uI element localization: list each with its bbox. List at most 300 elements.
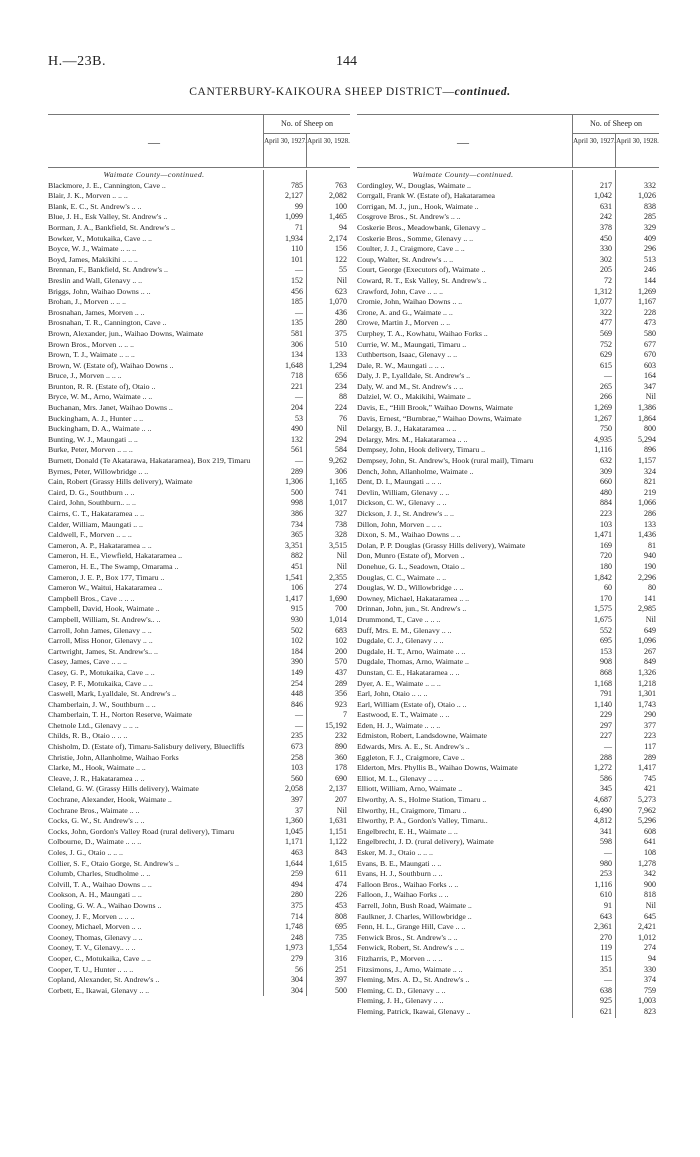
owner-name: Colbourne, D., Waimate .. .. .. [48, 837, 142, 847]
sheep-1928: 289 [335, 678, 347, 688]
owner-name: Falloon Bros., Waihao Forks .. .. [357, 879, 459, 889]
sheep-1928: 296 [644, 244, 656, 254]
table-row [357, 657, 659, 668]
owner-name: Briggs, John, Waihao Downs .. .. [48, 286, 151, 296]
sheep-1928: 122 [335, 254, 347, 264]
table-row [357, 498, 659, 509]
table-row [357, 880, 659, 891]
owner-name: Bunting, W. J., Maungati .. .. [48, 434, 138, 444]
owner-name: Chetnole Ltd., Glenavy .. .. .. [48, 720, 139, 730]
table-row [48, 308, 350, 319]
sheep-1928: 3,515 [329, 540, 347, 550]
sheep-1928: 584 [335, 445, 347, 455]
table-row [48, 626, 350, 637]
sheep-1928: 683 [335, 625, 347, 635]
sheep-1928: 200 [335, 646, 347, 656]
sheep-1928: 437 [335, 667, 347, 677]
owner-name: Colvill, T. A., Waihao Downs .. .. [48, 879, 152, 889]
sheep-1927: 217 [600, 180, 612, 190]
table-row [357, 615, 659, 626]
table-row [48, 382, 350, 393]
sheep-1928: 690 [335, 773, 347, 783]
title-main: CANTERBURY-KAIKOURA SHEEP DISTRICT— [189, 86, 455, 98]
owner-name: Currie, W. M., Maungati, Timaru .. [357, 339, 467, 349]
table-row [357, 996, 659, 1007]
sheep-1928: 223 [644, 731, 656, 741]
sheep-1927: 1,099 [285, 212, 303, 222]
sheep-1928: 849 [644, 657, 656, 667]
sheep-1927: 254 [291, 678, 303, 688]
table-row [48, 583, 350, 594]
table-row [48, 784, 350, 795]
sheep-1927: 2,127 [285, 191, 303, 201]
table-row [48, 318, 350, 329]
table-row [48, 890, 350, 901]
owner-name: Coward, R. T., Esk Valley, St. Andrew's .. [357, 275, 487, 285]
table-row [48, 509, 350, 520]
sheep-1928: 81 [648, 540, 656, 550]
owner-name: Fleming, Patrick, Ikawai, Glenavy .. [357, 1006, 471, 1016]
owner-name: Chamberlain, T. H., Norton Reserve, Waimate [48, 710, 193, 720]
sheep-1927: — [295, 392, 303, 402]
sheep-1928: 2,082 [329, 191, 347, 201]
owner-name: Brown, T. J., Waimate .. .. .. [48, 350, 135, 360]
owner-name: Cuthbertson, Isaac, Glenavy .. .. [357, 350, 458, 360]
sheep-1927: 386 [291, 509, 303, 518]
owner-name: Elliott, William, Arno, Waimate .. [357, 784, 463, 794]
table-row [357, 795, 659, 806]
table-row [48, 255, 350, 266]
owner-name: Fitzharris, P., Morven .. .. .. [357, 953, 443, 963]
owner-name: Byrnes, Peter, Willowbridge .. .. [48, 466, 149, 476]
owner-name: Caldwell, F., Morven .. .. .. [48, 530, 132, 540]
owner-name: Brennan, F., Bankfield, St. Andrew's .. [48, 265, 168, 275]
sheep-1928: Nil [336, 561, 347, 571]
sheep-1928: 1,615 [329, 858, 347, 868]
owner-name: Elworthy, H., Craigmore, Timaru .. [357, 805, 467, 815]
owner-name: Crowe, Martin J., Morven .. .. [357, 318, 451, 328]
table-row [357, 965, 659, 976]
section-heading: Waimate County—continued. [412, 170, 514, 179]
sheep-1928: 1,070 [329, 297, 347, 307]
owner-name: Blair, J. K., Morven .. .. .. [48, 191, 128, 201]
table-row [48, 943, 350, 954]
sheep-1927: 235 [291, 731, 303, 741]
sheep-1928: 356 [335, 689, 347, 699]
table-row [357, 583, 659, 594]
table-row [48, 912, 350, 923]
table-row [357, 848, 659, 859]
sheep-1928: 267 [644, 646, 656, 656]
table-row [48, 615, 350, 626]
table-row [357, 541, 659, 552]
owner-name: Borman, J. A., Bankfield, St. Andrew's .. [48, 222, 176, 232]
sheep-1927: 1,042 [594, 191, 612, 201]
sheep-1927: 1,973 [285, 943, 303, 953]
owner-name: Drummond, T., Cave .. .. .. [357, 614, 441, 624]
sheep-1928: 286 [644, 509, 656, 518]
sheep-1927: 341 [600, 826, 612, 836]
table-row [357, 573, 659, 584]
sheep-1927: 280 [291, 890, 303, 900]
sheep-1927: 265 [600, 381, 612, 391]
owner-name: Blue, J. H., Esk Valley, St. Andrew's .. [48, 212, 168, 222]
owner-name: Fitzsimons, J., Arno, Waimate .. .. [357, 964, 463, 974]
owner-name: Collier, S. F., Otaio Gorge, St. Andrew's .. [48, 858, 179, 868]
sheep-1928: 2,985 [638, 604, 656, 614]
table-row [357, 212, 659, 223]
sheep-1928: 1,165 [329, 477, 347, 487]
table-row [357, 827, 659, 838]
table-row [48, 710, 350, 721]
owner-name: Coulter, J. J., Craigmore, Cave .. .. [357, 244, 465, 254]
sheep-1927: 288 [600, 752, 612, 762]
table-row [48, 594, 350, 605]
sheep-1928: 1,269 [638, 286, 656, 296]
table-row [48, 668, 350, 679]
sheep-1927: 450 [600, 233, 612, 243]
owner-name: Cordingley, W., Douglas, Waimate .. [357, 180, 471, 190]
table-row [357, 223, 659, 234]
table-row [357, 859, 659, 870]
sheep-1927: 71 [295, 222, 303, 232]
sheep-1928: 1,417 [638, 763, 656, 773]
sheep-1928: 649 [644, 625, 656, 635]
sheep-1928: 1,014 [329, 614, 347, 624]
owner-name: Cooper, T. U., Hunter .. .. .. [48, 964, 134, 974]
owner-name: Dickson, J. J., St. Andrew's .. .. [357, 509, 454, 518]
sheep-1928: 133 [335, 350, 347, 360]
sheep-1927: 132 [291, 434, 303, 444]
owner-name: Caird, John, Southburn.. .. .. [48, 498, 136, 508]
sheep-1928: 329 [644, 222, 656, 232]
sheep-1928: 5,296 [638, 816, 656, 826]
owner-name: Cameron, H. E., The Swamp, Omarama .. [48, 561, 179, 571]
sheep-1928: 15,192 [325, 720, 347, 730]
sheep-1928: 94 [339, 222, 347, 232]
table-row [357, 392, 659, 403]
owner-name: Dugdale, C. J., Glenavy .. .. [357, 636, 444, 646]
owner-name: Coup, Walter, St. Andrew's .. .. [357, 254, 454, 264]
owner-name: Fleming, C. D., Glenavy .. .. [357, 985, 446, 995]
sheep-1927: 169 [600, 540, 612, 550]
sheep-1927: 365 [291, 530, 303, 540]
sheep-1928: 219 [644, 487, 656, 497]
sheep-1927: 846 [291, 699, 303, 709]
table-row [357, 181, 659, 192]
sheep-1927: 1,575 [594, 604, 612, 614]
sheep-1927: 720 [600, 551, 612, 561]
sheep-1927: 242 [600, 212, 612, 222]
owner-name: Delargy, B. J., Hakataramea .. .. [357, 424, 457, 434]
sheep-1927: 289 [291, 466, 303, 476]
table-row [357, 806, 659, 817]
sheep-1927: 494 [291, 879, 303, 889]
owner-name: Dixon, S. M., Waihao Downs .. .. [357, 530, 461, 540]
sheep-1928: 759 [644, 985, 656, 995]
table-row [48, 244, 350, 255]
sheep-1928: 5,294 [638, 434, 656, 444]
table-row [357, 562, 659, 573]
sheep-1928: 741 [335, 487, 347, 497]
sheep-1927: 598 [600, 837, 612, 847]
header-col-1927: April 30, 1927. [263, 133, 307, 167]
table-row [357, 626, 659, 637]
table-row [48, 795, 350, 806]
sheep-1927: 569 [600, 328, 612, 338]
owner-name: Elderton, Mrs. Phyllis B., Waihao Downs, Waimate [357, 763, 518, 773]
table-row [48, 859, 350, 870]
sheep-1927: 1,842 [594, 572, 612, 582]
sheep-1927: 248 [291, 932, 303, 942]
sheep-1928: 453 [335, 900, 347, 910]
table-row [48, 520, 350, 531]
sheep-1928: 80 [648, 583, 656, 593]
table-row [357, 350, 659, 361]
sheep-1927: — [295, 710, 303, 720]
sheep-1928: 76 [339, 413, 347, 423]
sheep-1928: 2,296 [638, 572, 656, 582]
owner-name: Burnett, Donald (Te Akatarawa, Hakataramea), Box 219, Timaru [48, 456, 251, 466]
sheep-1927: 306 [291, 339, 303, 349]
table-row [48, 721, 350, 732]
sheep-1927: 1,140 [594, 699, 612, 709]
owner-name: Douglas, W. D., Willowbridge .. .. [357, 583, 464, 593]
sheep-1927: — [295, 265, 303, 275]
owner-name: Downey, Michael, Hakataramea .. .. [357, 593, 470, 603]
sheep-1927: 1,934 [285, 233, 303, 243]
owner-name: Breslin and Wall, Glenavy .. .. [48, 275, 143, 285]
sheep-1928: 1,690 [329, 593, 347, 603]
table-row [357, 636, 659, 647]
table-row [48, 456, 350, 467]
table-row [48, 435, 350, 446]
sheep-1927: 980 [600, 858, 612, 868]
sheep-1927: 631 [600, 201, 612, 211]
owner-name: Christie, John, Allanholme, Waihao Forks [48, 752, 179, 762]
sheep-1927: 448 [291, 689, 303, 699]
sheep-1928: 290 [644, 710, 656, 720]
sheep-1928: 1,554 [329, 943, 347, 953]
sheep-1928: 1,167 [638, 297, 656, 307]
table-row [48, 541, 350, 552]
table-row [357, 477, 659, 488]
owner-name: Chisholm, D. (Estate of), Timaru-Salisbury delivery, Bluecliffs [48, 742, 245, 752]
sheep-1928: 141 [644, 593, 656, 603]
sheep-1928: 570 [335, 657, 347, 667]
table-row [357, 297, 659, 308]
sheep-1927: 1,269 [594, 403, 612, 413]
sheep-1927: 205 [600, 265, 612, 275]
table-row [357, 456, 659, 467]
table-row [357, 202, 659, 213]
sheep-1927: 221 [291, 381, 303, 391]
sheep-1928: 821 [644, 477, 656, 487]
sheep-1928: 611 [335, 869, 347, 879]
owner-name: Curphey, T. A., Kowhatu, Waihao Forks .. [357, 328, 488, 338]
sheep-1928: 100 [335, 201, 347, 211]
owner-name: Cooney, Michael, Morven .. .. [48, 922, 142, 932]
owner-name: Drinnan, John, jun., St. Andrew's .. [357, 604, 467, 614]
sheep-1928: 108 [644, 848, 656, 857]
table-row [357, 371, 659, 382]
table-row [48, 191, 350, 202]
table-row [357, 922, 659, 933]
table-row [48, 954, 350, 965]
sheep-1927: 1,267 [594, 413, 612, 423]
owner-name: Bryce, W. M., Arno, Waimate .. .. [48, 392, 153, 402]
sheep-1927: — [295, 456, 303, 466]
sheep-1927: 253 [600, 869, 612, 879]
table-row [357, 435, 659, 446]
owner-name: Bowker, V., Motukaika, Cave .. .. [48, 233, 152, 243]
owner-name: Cookson, A. H., Maungati .. .. [48, 890, 142, 900]
owner-name: Cooling, G. W. A., Waihao Downs .. [48, 900, 162, 910]
owner-name: Copland, Alexander, St. Andrew's .. [48, 975, 160, 985]
table-row [48, 562, 350, 573]
table-row [48, 498, 350, 509]
table-row [357, 244, 659, 255]
owner-name: Brunton, R. R. (Estate of), Otaio .. [48, 381, 156, 391]
sheep-1927: 882 [291, 551, 303, 561]
sheep-1928: 608 [644, 826, 656, 836]
sheep-1927: 884 [600, 498, 612, 508]
sheep-1928: 133 [644, 519, 656, 529]
header-group: No. of Sheep on [263, 115, 350, 134]
sheep-1928: 900 [644, 879, 656, 889]
sheep-1928: 1,743 [638, 699, 656, 709]
header-col-1928: April 30, 1928. [615, 133, 659, 167]
owner-name: Cooney, T. V., Glenavy.. .. .. [48, 943, 136, 953]
table-row [48, 636, 350, 647]
sheep-1928: 55 [339, 265, 347, 275]
sheep-1928: 738 [335, 519, 347, 529]
sheep-1928: 5,273 [638, 795, 656, 805]
owner-name: Devlin, William, Glenavy .. .. [357, 487, 450, 497]
sheep-1927: 378 [600, 222, 612, 232]
table-row [357, 742, 659, 753]
sheep-1928: 695 [335, 922, 347, 932]
sheep-1928: 342 [644, 869, 656, 879]
table-row [48, 816, 350, 827]
sheep-1927: 134 [291, 350, 303, 360]
owner-name: Casey, James, Cave .. .. .. [48, 657, 127, 667]
table-row [48, 403, 350, 414]
table-row [48, 467, 350, 478]
sheep-1928: 700 [335, 604, 347, 614]
sheep-1928: 1,157 [638, 456, 656, 466]
sheep-1927: 304 [291, 985, 303, 995]
table-row [48, 689, 350, 700]
sheep-1927: 581 [291, 328, 303, 338]
sheep-1928: 9,262 [329, 456, 347, 466]
table-row [48, 223, 350, 234]
owner-name: Dempsey, John, St. Andrew's, Hook (rural mail), Timaru [357, 456, 534, 466]
sheep-1928: 306 [335, 466, 347, 476]
table-row [357, 763, 659, 774]
sheep-1927: 149 [291, 667, 303, 677]
owner-name: Faulkner, J. Charles, Willowbridge .. [357, 911, 472, 921]
owner-name: Brown, Alexander, jun., Waihao Downs, Waimate [48, 328, 204, 338]
owner-name: Edwards, Mrs. A. E., St. Andrew's .. [357, 742, 470, 752]
table-row [48, 700, 350, 711]
table-row [357, 424, 659, 435]
table-row [357, 520, 659, 531]
sheep-1928: 510 [335, 339, 347, 349]
sheep-1928: 745 [644, 773, 656, 783]
owner-name: Childs, R. B., Otaio .. .. .. [48, 731, 128, 741]
sheep-1927: 258 [291, 752, 303, 762]
sheep-1928: Nil [645, 392, 656, 402]
owner-name: Chamberlain, J. W., Southburn .. .. [48, 699, 156, 709]
table-row [48, 329, 350, 340]
sheep-1927: 152 [291, 275, 303, 285]
owner-name: Fenn, H. L., Grange Hill, Cave .. .. [357, 922, 466, 932]
sheep-1928: 347 [644, 381, 656, 391]
owner-name: Boyce, W. J., Waimate .. .. .. [48, 244, 137, 254]
owner-name: Duff, Mrs. E. M., Glenavy .. .. [357, 625, 452, 635]
table-row [357, 445, 659, 456]
table-row [48, 753, 350, 764]
sheep-1928: Nil [336, 424, 347, 434]
sheep-1928: 808 [335, 911, 347, 921]
sheep-1927: 4,935 [594, 434, 612, 444]
table-row [48, 573, 350, 584]
sheep-1928: 374 [644, 975, 656, 985]
table-row [357, 604, 659, 615]
table-row [357, 265, 659, 276]
header-col-1927: April 30, 1927. [572, 133, 616, 167]
table-row [48, 731, 350, 742]
owner-name: Cain, Robert (Grassy Hills delivery), Waimate [48, 477, 193, 487]
owner-name: Cochrane, Alexander, Hook, Waimate .. [48, 795, 172, 805]
owner-name: Boyd, James, Makikihi .. .. .. [48, 254, 138, 264]
sheep-1928: 274 [335, 583, 347, 593]
header-col-1928: April 30, 1928. [306, 133, 350, 167]
table-row [357, 340, 659, 351]
sheep-1927: 3,351 [285, 540, 303, 550]
table-row [48, 901, 350, 912]
table-row [357, 753, 659, 764]
owner-name: Dalziel, W. O., Makikihi, Waimate .. [357, 392, 471, 402]
sheep-1927: — [604, 371, 612, 381]
table-row [48, 551, 350, 562]
sheep-1927: 60 [604, 583, 612, 593]
table-row [48, 806, 350, 817]
sheep-1928: Nil [336, 805, 347, 815]
table-row [48, 880, 350, 891]
sheep-1927: 734 [291, 519, 303, 529]
sheep-1928: 1,096 [638, 636, 656, 646]
owner-name: Buckingham, A. J., Hunter .. .. [48, 413, 144, 423]
sheep-1927: 184 [291, 646, 303, 656]
sheep-1927: — [295, 720, 303, 730]
sheep-1927: 309 [600, 466, 612, 476]
sheep-1928: 1,631 [329, 816, 347, 826]
sheep-1927: 103 [600, 519, 612, 529]
owner-name: Caird, D. G., Southburn .. .. [48, 487, 135, 497]
table-row [48, 488, 350, 499]
sheep-1928: 923 [335, 699, 347, 709]
sheep-1927: 1,171 [285, 837, 303, 847]
sheep-1927: 185 [291, 297, 303, 307]
owner-name: Farrell, John, Bush Road, Waimate .. [357, 900, 472, 910]
owner-name: Dunstan, C. E., Hakataramea .. .. [357, 667, 460, 677]
sheep-1928: 280 [335, 318, 347, 328]
sheep-1928: 1,218 [638, 678, 656, 688]
sheep-1927: 4,812 [594, 816, 612, 826]
sheep-1928: 251 [335, 964, 347, 974]
